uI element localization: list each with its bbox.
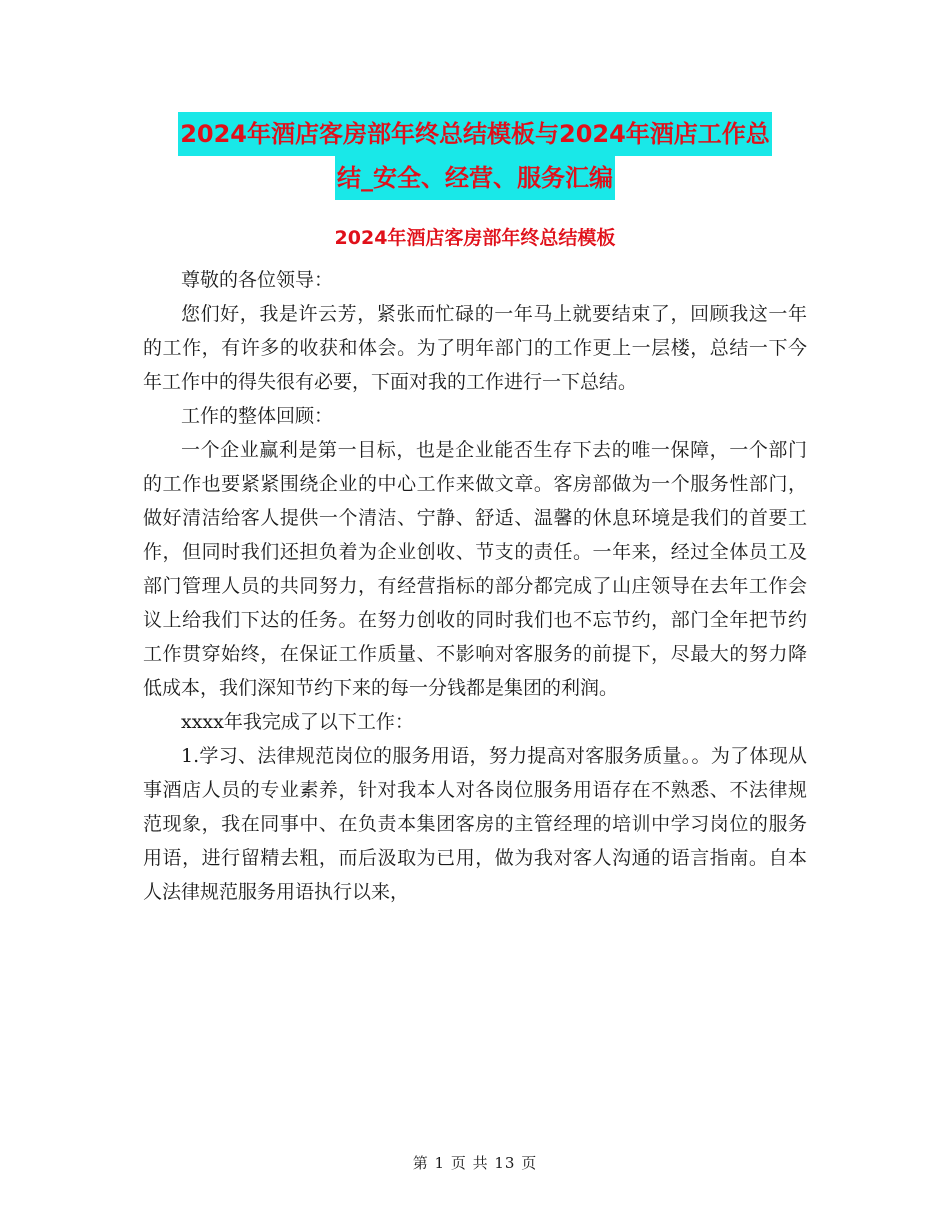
work-list-heading-paragraph: xxxx年我完成了以下工作： <box>181 711 414 733</box>
document-title-line-1: 2024年酒店客房部年终总结模板与2024年酒店工作总 <box>178 112 772 156</box>
body-text <box>143 263 807 909</box>
overview-paragraph: 一个企业赢利是第一目标，也是企业能否生存下去的唯一保障，一个部门的工作也要紧紧围绕企业的中心工作来做文章。客房部做为一个服务性部门，做好清洁给客人提供一个清洁、宁静、舒适、温馨的休息环境是我们的首要工作，但同时我们还担负着为企业创收、节支的责任。一年来，经过全体员工及部门管理人员的共同努力，有经营指标的部分都完成了山庄领导在去年工作会议上给我们下达的任务。在努力创收的同时我们也不忘节约，部门全年把节约工作贯穿始终，在保证工作质量、不影响对客服务的前提下，尽最大的努力降低成本，我们深知节约下来的每一分钱都是集团的利润。 <box>143 439 807 699</box>
section-heading: 2024年酒店客房部年终总结模板 <box>334 227 616 249</box>
document-title <box>140 112 810 200</box>
page-footer: 第 1 页 共 13 页 <box>412 1154 538 1172</box>
document-title-line-2: 结_安全、经营、服务汇编 <box>335 156 615 200</box>
work-item-1-paragraph: 1.学习、法律规范岗位的服务用语，努力提高对客服务质量。。为了体现从事酒店人员的专业素养，针对我本人对各岗位服务用语存在不熟悉、不法律规范现象，我在同事中、在负责本集团客房的主管经理的培训中学习岗位的服务用语，进行留精去粗，而后汲取为已用，做为我对客人沟通的语言指南。自本人法律规范服务用语执行以来， <box>143 745 807 903</box>
salutation-paragraph: 尊敬的各位领导： <box>181 269 334 291</box>
intro-paragraph: 您们好，我是许云芳，紧张而忙碌的一年马上就要结束了，回顾我这一年的工作，有许多的收获和体会。为了明年部门的工作更上一层楼，总结一下今年工作中的得失很有必要，下面对我的工作进行一下总结。 <box>143 303 807 393</box>
overview-heading-paragraph: 工作的整体回顾： <box>181 405 334 427</box>
